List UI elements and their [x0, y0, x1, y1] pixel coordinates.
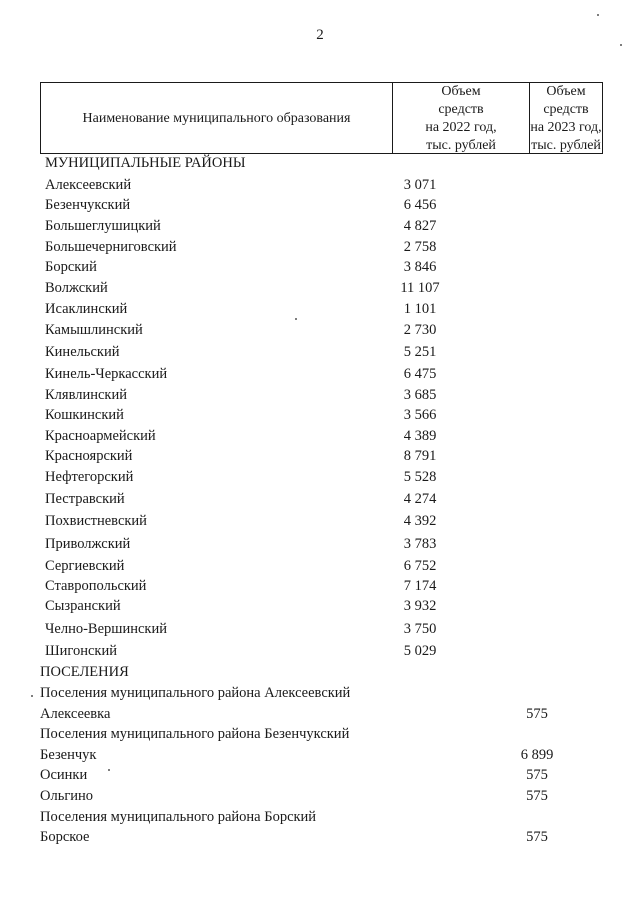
- settlement-group-title: Поселения муниципального района Алексеевский: [40, 685, 351, 701]
- header-cell-name: [41, 83, 393, 153]
- settlement-name: Борское: [40, 829, 90, 845]
- district-value-2022: 3 932: [403, 598, 437, 614]
- header-2022-label: Объем средств на 2022 год, тыс. рублей: [425, 84, 497, 153]
- district-name: Большечерниговский: [45, 239, 177, 255]
- settlement-group-title: Поселения муниципального района Безенчукский: [40, 726, 350, 742]
- district-name: Сызранский: [45, 598, 121, 614]
- district-value-2022: 7 174: [403, 578, 437, 594]
- settlement-value-2023: 6 899: [520, 747, 554, 763]
- district-name: Кошкинский: [45, 407, 124, 423]
- scan-speck: [108, 769, 110, 771]
- settlement-name: Осинки: [40, 767, 88, 783]
- district-value-2022: 2 730: [403, 322, 437, 338]
- district-value-2022: 6 456: [403, 197, 437, 213]
- district-name: Ставропольский: [45, 578, 147, 594]
- district-name: Приволжский: [45, 536, 131, 552]
- settlement-value-2023: 575: [526, 706, 548, 722]
- district-value-2022: 3 566: [403, 407, 437, 423]
- district-value-2022: 3 846: [403, 259, 437, 275]
- district-value-2022: 2 758: [403, 239, 437, 255]
- district-value-2022: 6 475: [403, 366, 437, 382]
- district-name: Исаклинский: [45, 301, 128, 317]
- district-value-2022: 4 274: [403, 491, 437, 507]
- settlement-name: Ольгино: [40, 788, 94, 804]
- district-name: Кинель-Черкасский: [45, 366, 168, 382]
- district-value-2022: 4 389: [403, 428, 437, 444]
- header-name-label: Наименование муниципального образования: [82, 111, 351, 126]
- district-value-2022: 3 685: [403, 387, 437, 403]
- district-name: Красноярский: [45, 448, 133, 464]
- section-title-districts: МУНИЦИПАЛЬНЫЕ РАЙОНЫ: [45, 155, 246, 171]
- district-name: Похвистневский: [45, 513, 147, 529]
- district-name: Безенчукский: [45, 197, 131, 213]
- district-name: Шигонский: [45, 643, 117, 659]
- district-name: Нефтегорский: [45, 469, 134, 485]
- header-cell-2023: [530, 83, 602, 153]
- district-value-2022: 4 827: [403, 218, 437, 234]
- district-name: Сергиевский: [45, 558, 125, 574]
- page-number: 2: [316, 27, 324, 43]
- district-name: Челно-Вершинский: [45, 621, 167, 637]
- district-name: Большеглушицкий: [45, 218, 161, 234]
- district-name: Волжский: [45, 280, 108, 296]
- settlement-value-2023: 575: [526, 767, 548, 783]
- district-name: Клявлинский: [45, 387, 127, 403]
- settlement-group-title: Поселения муниципального района Борский: [40, 809, 317, 825]
- district-value-2022: 5 528: [403, 469, 437, 485]
- settlement-name: Алексеевка: [40, 706, 111, 722]
- header-2023-label: Объем средств на 2023 год, тыс. рублей: [530, 84, 602, 153]
- district-value-2022: 4 392: [403, 513, 437, 529]
- district-value-2022: 8 791: [403, 448, 437, 464]
- header-cell-2022: [393, 83, 530, 153]
- scan-speck: [295, 318, 297, 320]
- district-value-2022: 6 752: [403, 558, 437, 574]
- district-value-2022: 5 029: [403, 643, 437, 659]
- district-name: Красноармейский: [45, 428, 156, 444]
- table-header: [40, 82, 603, 154]
- district-name: Камышлинский: [45, 322, 143, 338]
- district-value-2022: 11 107: [400, 280, 440, 296]
- district-value-2022: 3 071: [403, 177, 437, 193]
- settlement-value-2023: 575: [526, 788, 548, 804]
- scan-speck: [31, 695, 33, 697]
- settlement-value-2023: 575: [526, 829, 548, 845]
- section-title-settlements: ПОСЕЛЕНИЯ: [40, 664, 129, 680]
- district-value-2022: 5 251: [403, 344, 437, 360]
- settlement-name: Безенчук: [40, 747, 97, 763]
- scan-speck: [620, 44, 622, 46]
- district-value-2022: 3 750: [403, 621, 437, 637]
- district-name: Борский: [45, 259, 97, 275]
- district-value-2022: 3 783: [403, 536, 437, 552]
- district-value-2022: 1 101: [403, 301, 437, 317]
- scan-speck: [597, 14, 599, 16]
- district-name: Алексеевский: [45, 177, 132, 193]
- district-name: Кинельский: [45, 344, 120, 360]
- district-name: Пестравский: [45, 491, 125, 507]
